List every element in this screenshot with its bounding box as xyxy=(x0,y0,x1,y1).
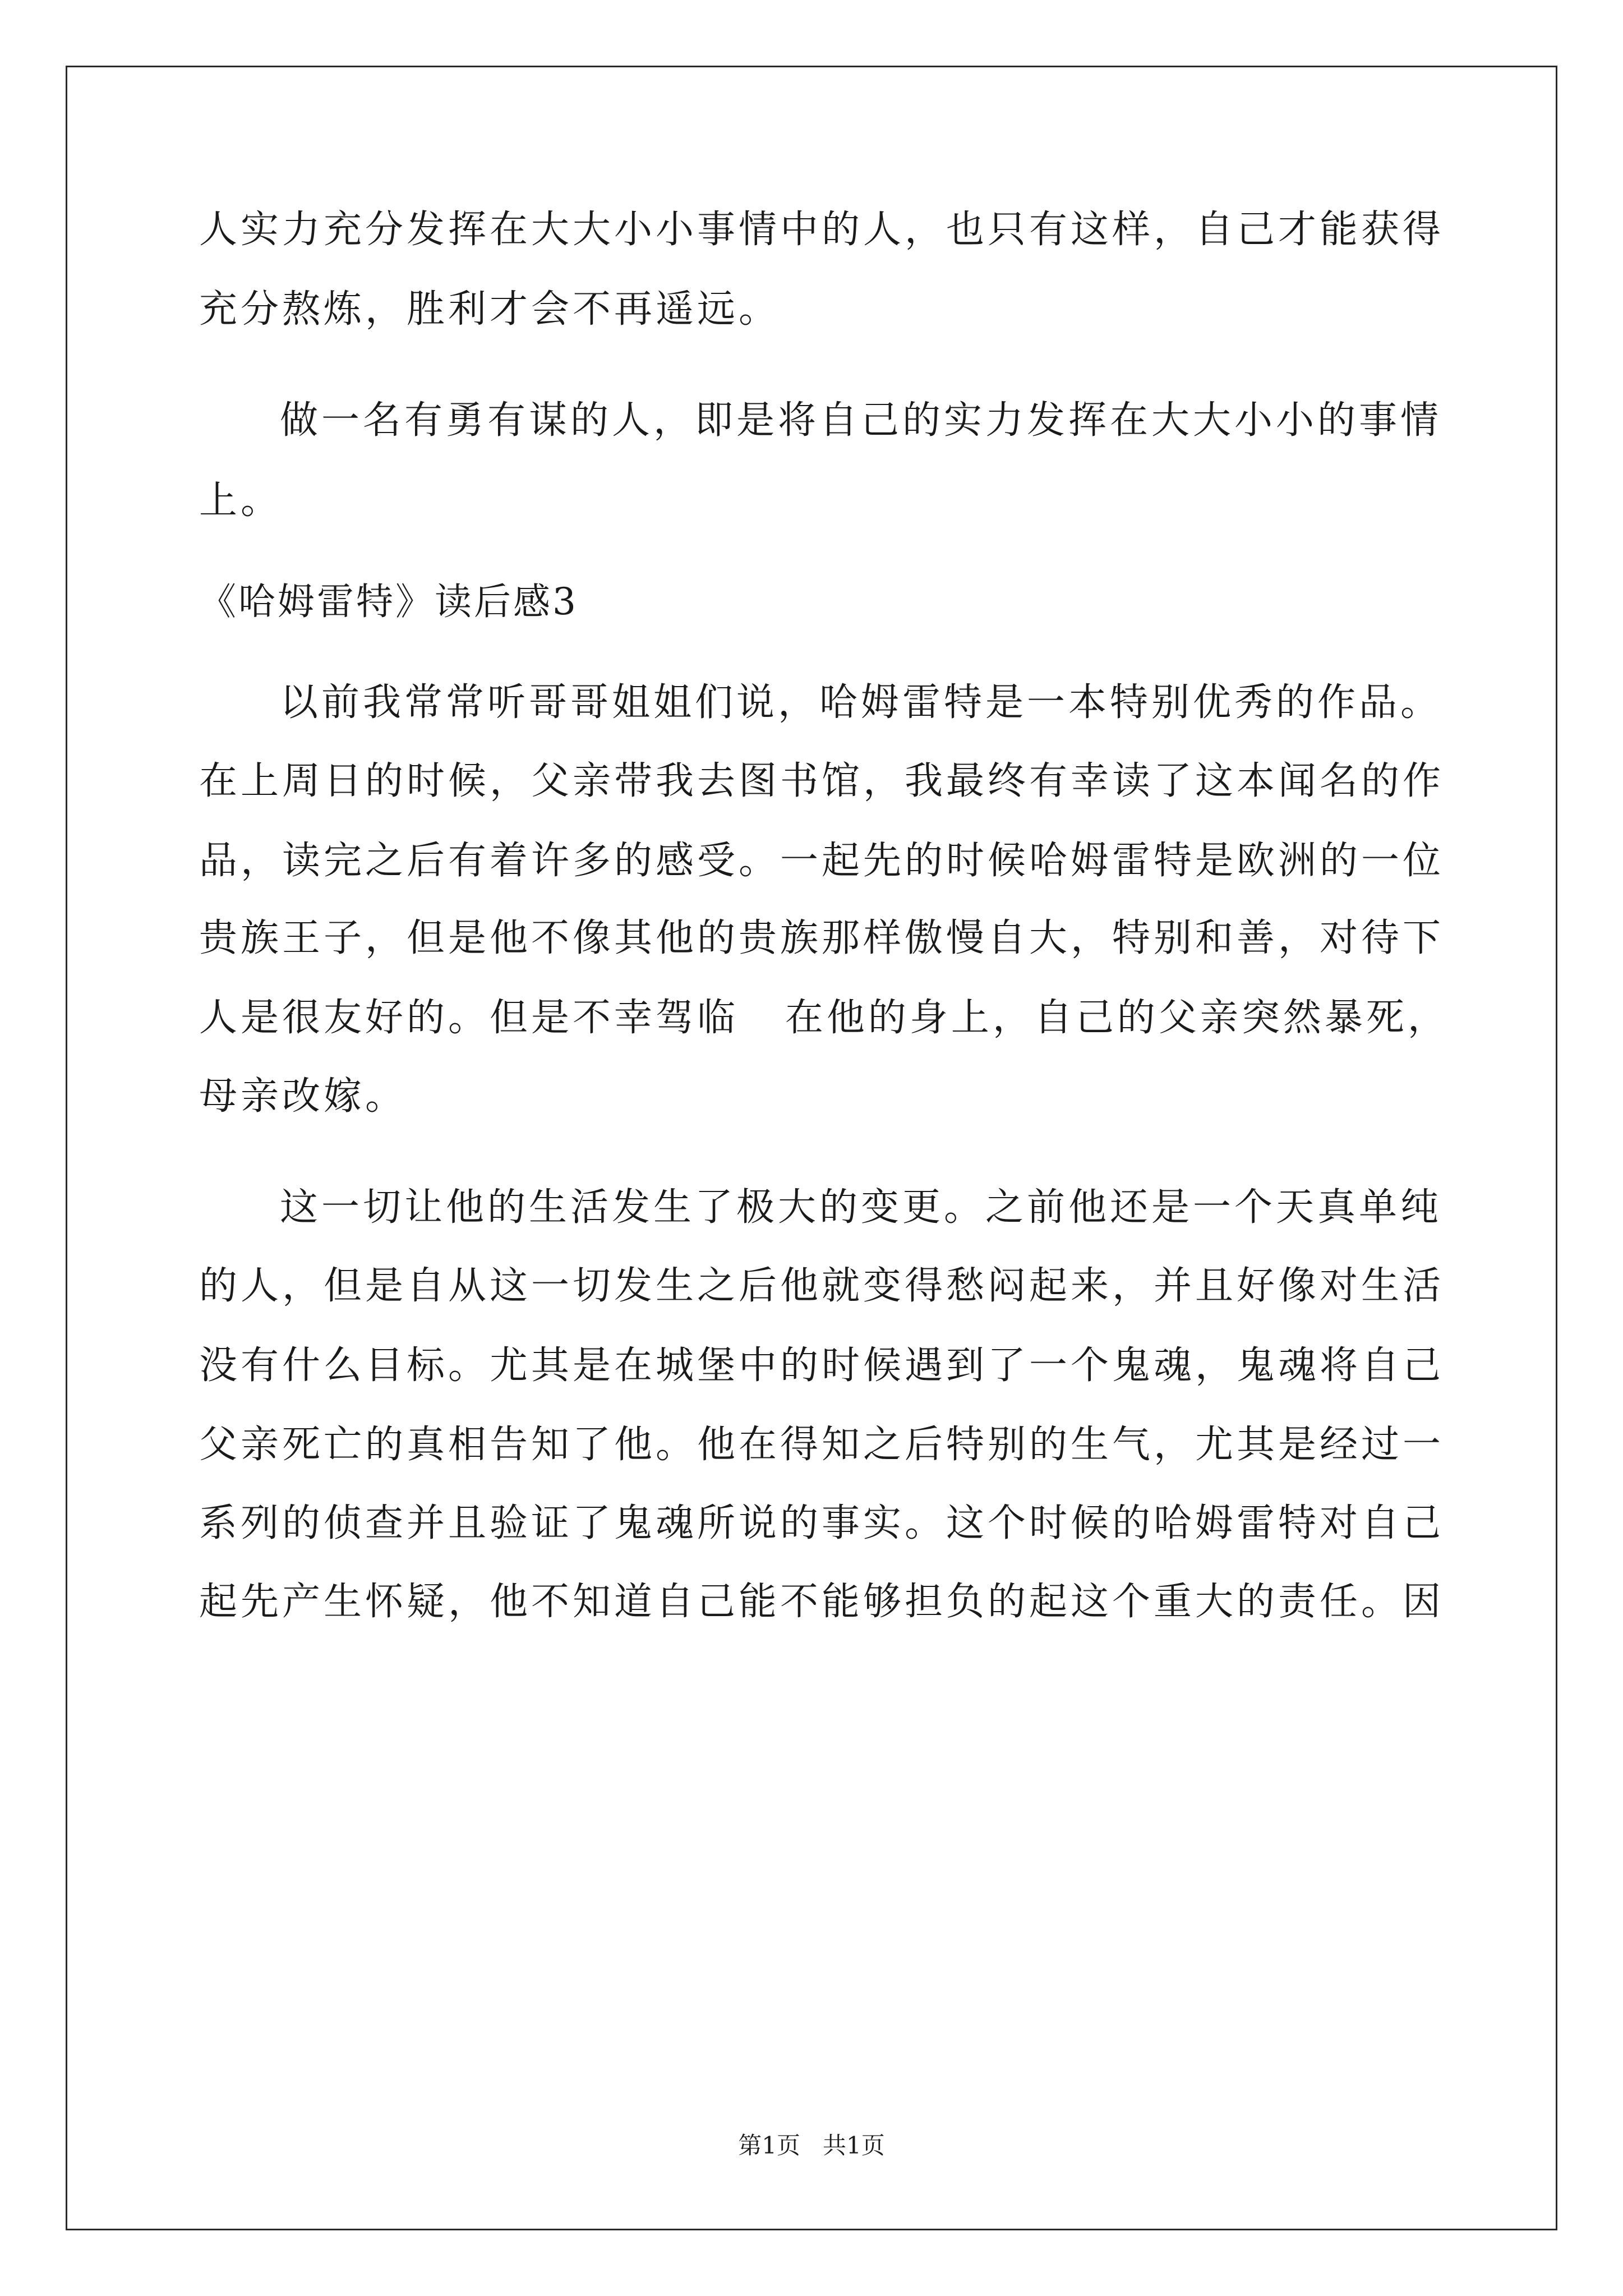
text-line: 母亲改嫁。 xyxy=(199,1074,407,1119)
section-heading: 《哈姆雷特》读后感3 xyxy=(199,580,578,623)
text-line: 父亲死亡的真相告知了他。他在得知之后特别的生气，尤其是经过一 xyxy=(199,1423,1445,1467)
text-line: 系列的侦查并且验证了鬼魂所说的事实。这个时候的哈姆雷特对自己 xyxy=(199,1501,1445,1545)
text-line: 没有什么目标。尤其是在城堡中的时候遇到了一个鬼魂，鬼魂将自己 xyxy=(199,1343,1445,1388)
text-line: 起先产生怀疑，他不知道自己能不能够担负的起这个重大的责任。因 xyxy=(199,1580,1445,1624)
text-line: 在上周日的时候，父亲带我去图书馆，我最终有幸读了这本闻名的作 xyxy=(199,759,1445,803)
text-line: 这一切让他的生活发生了极大的变更。之前他还是一个天真单纯 xyxy=(280,1185,1442,1230)
text-line: 人是很友好的。但是不幸驾临 在他的身上，自己的父亲突然暴死， xyxy=(199,996,1449,1040)
text-line: 充分熬炼，胜利才会不再遥远。 xyxy=(199,287,781,332)
text-line: 上。 xyxy=(199,478,283,523)
text-line: 做一名有勇有谋的人，即是将自己的实力发挥在大大小小的事情 xyxy=(280,398,1442,443)
text-line: 贵族王子，但是他不像其他的贵族那样傲慢自大，特别和善，对待下 xyxy=(199,916,1445,960)
text-line: 品，读完之后有着许多的感受。一起先的时候哈姆雷特是欧洲的一位 xyxy=(199,839,1445,883)
text-line: 以前我常常听哥哥姐姐们说，哈姆雷特是一本特别优秀的作品。 xyxy=(280,680,1442,725)
text-line: 人实力充分发挥在大大小小事情中的人，也只有这样，自己才能获得 xyxy=(199,208,1445,252)
text-line: 的人，但是自从这一切发生之后他就变得愁闷起来，并且好像对生活 xyxy=(199,1264,1445,1308)
page-footer: 第1页 共1页 xyxy=(738,2132,885,2159)
